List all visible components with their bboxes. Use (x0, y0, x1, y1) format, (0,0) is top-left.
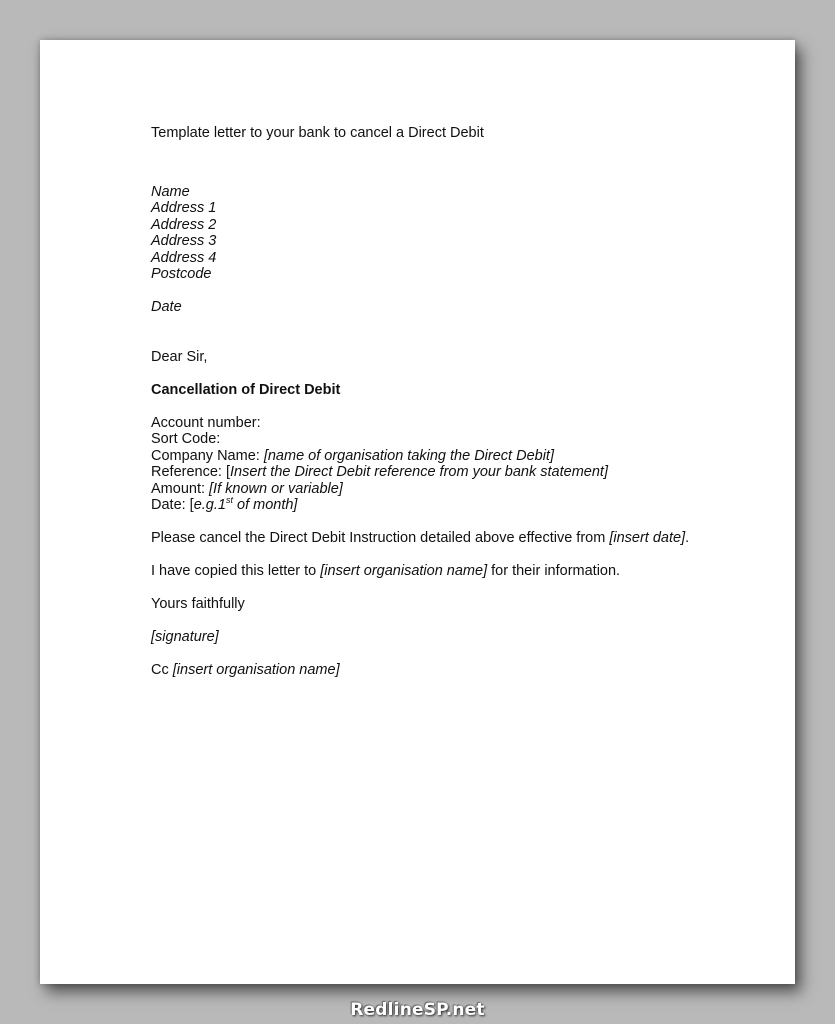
closing: Yours faithfully (151, 596, 245, 612)
insert-date-placeholder: [insert date] (609, 530, 686, 546)
subject-line: Cancellation of Direct Debit (151, 381, 341, 398)
reference-placeholder: Insert the Direct Debit reference from your bank statement] (230, 464, 608, 480)
sender-address-block (151, 184, 711, 283)
sender-address-2: Address 2 (151, 216, 217, 233)
reference-line (151, 464, 711, 481)
sender-name: Name (151, 183, 190, 200)
watermark: RedlineSP.net (350, 1000, 485, 1020)
sender-address-4: Address 4 (151, 249, 217, 266)
letter-content (151, 125, 711, 679)
company-name-line (151, 448, 711, 465)
salutation: Dear Sir, (151, 348, 208, 365)
company-name-placeholder: [name of organisation taking the Direct Debit] (263, 447, 554, 464)
reference-label: Reference: [ (151, 464, 230, 480)
sender-address-3: Address 3 (151, 233, 217, 249)
company-name-label: Company Name: (151, 447, 264, 464)
direct-debit-details (151, 415, 711, 514)
letter-heading: Template letter to your bank to cancel a Direct Debit (151, 125, 484, 141)
copied-paragraph: I have copied this letter to [insert organisation name] for their information. (151, 563, 621, 579)
cc-line (151, 662, 711, 679)
sort-code-label: Sort Code: (151, 431, 221, 447)
cc-placeholder: [insert organisation name] (172, 662, 340, 678)
debit-date-line (151, 497, 711, 514)
organisation-placeholder: [insert organisation name] (320, 563, 488, 579)
amount-label: Amount: (151, 480, 210, 497)
amount-placeholder: [If known or variable] (209, 480, 343, 497)
letter-date: Date (151, 299, 182, 315)
amount-line (151, 481, 711, 498)
sender-address-1: Address 1 (151, 200, 217, 216)
debit-date-placeholder: e.g.1st of month] (193, 495, 298, 513)
cc-label: Cc (151, 662, 173, 678)
signature-placeholder: [signature] (151, 629, 219, 645)
cancel-instruction-paragraph: Please cancel the Direct Debit Instruction detailed above effective from [insert date]. (151, 530, 690, 546)
sender-postcode: Postcode (151, 266, 212, 282)
debit-date-label: Date: [ (151, 497, 194, 513)
letter-page (40, 40, 795, 984)
account-number-label: Account number: (151, 414, 261, 431)
